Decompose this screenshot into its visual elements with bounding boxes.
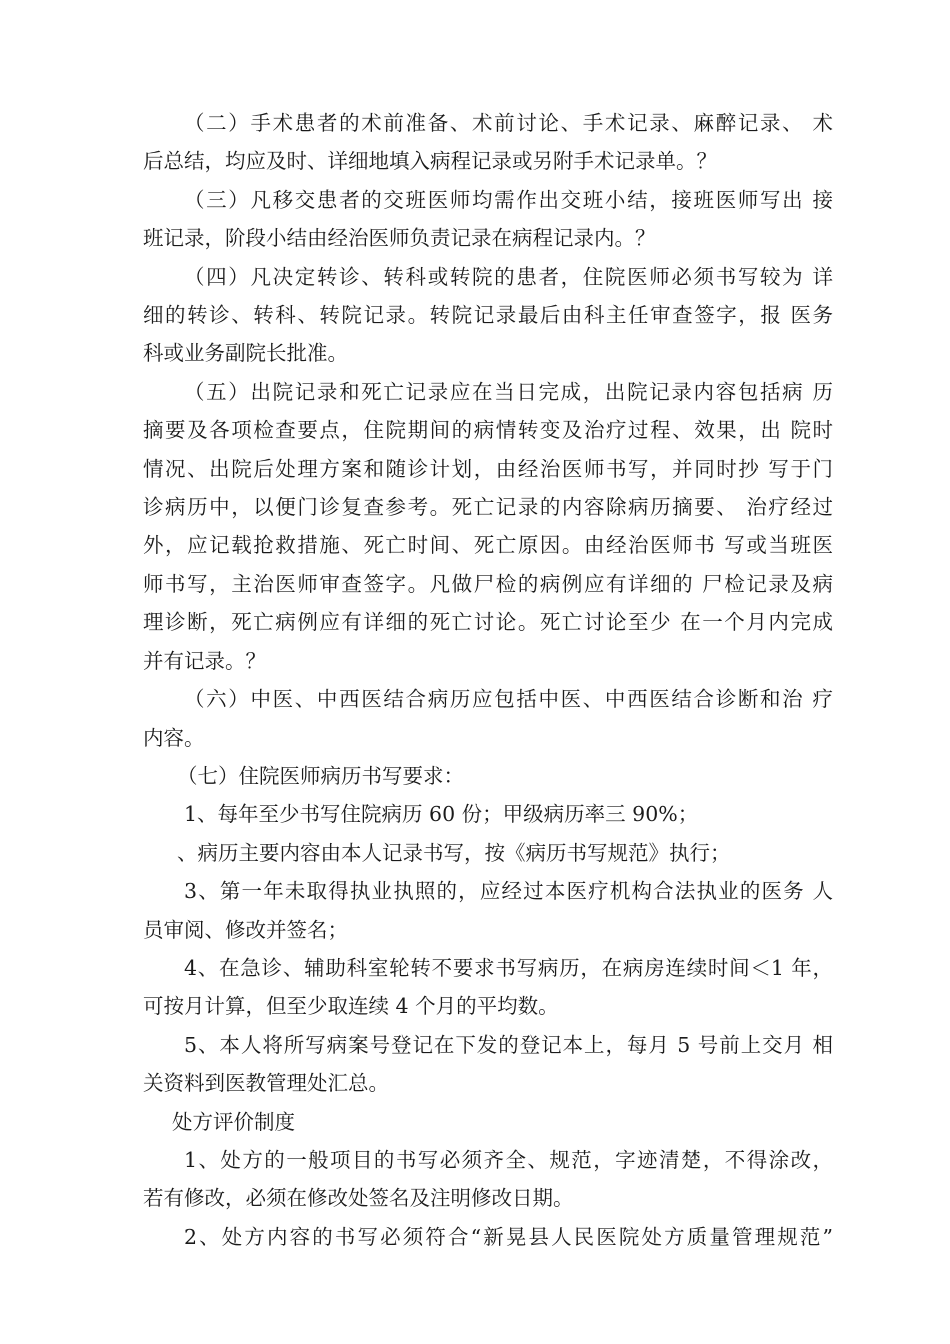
text-line: 外，应记载抢救措施、死亡时间、死亡原因。由经治医师书 写或当班医 <box>143 533 833 558</box>
text-line: 1、每年至少书写住院病历 60 份；甲级病历率三 90%； <box>184 802 699 827</box>
text-line: 5、本人将所写病案号登记在下发的登记本上，每月 5 号前上交月 相 <box>184 1032 833 1057</box>
document-body <box>143 104 833 1256</box>
text-line: （六）中医、中西医结合病历应包括中医、中西医结合诊断和治 疗 <box>184 687 833 712</box>
text-line: 可按月计算，但至少取连续 4 个月的平均数。 <box>143 994 559 1019</box>
text-line: 内容。 <box>143 725 205 750</box>
text-line: 若有修改，必须在修改处签名及注明修改日期。 <box>143 1186 574 1211</box>
text-line: 4、在急诊、辅助科室轮转不要求书写病历，在病房连续时间＜1 年， <box>184 955 833 980</box>
text-line: 并有记录。？ <box>143 648 266 673</box>
paragraph-prescription-2 <box>143 1218 833 1256</box>
text-line: 诊病历中，以便门诊复查参考。死亡记录的内容除病历摘要、 治疗经过 <box>143 495 833 520</box>
text-line: （七）住院医师病历书写要求： <box>177 763 464 788</box>
text-line: 班记录，阶段小结由经治医师负责记录在病程记录内。？ <box>143 226 656 251</box>
text-line: 、病历主要内容由本人记录书写，按《病历书写规范》执行； <box>177 840 731 865</box>
paragraph-discharge-death-records <box>143 373 833 680</box>
paragraph-surgery-records <box>143 104 833 181</box>
text-line: 后总结，均应及时、详细地填入病程记录或另附手术记录单。？ <box>143 149 717 174</box>
text-line: 理诊断，死亡病例应有详细的死亡讨论。死亡讨论至少 在一个月内完成 <box>143 610 833 635</box>
paragraph-requirement-5 <box>143 1026 833 1103</box>
text-line: 3、第一年未取得执业执照的，应经过本医疗机构合法执业的医务 人 <box>184 879 833 904</box>
text-line: 情况、出院后处理方案和随诊计划，由经治医师书写，并同时抄 写于门 <box>143 456 833 481</box>
text-line: 细的转诊、转科、转院记录。转院记录最后由科主任审查签字，报 医务 <box>143 303 833 328</box>
paragraph-transfer-records <box>143 258 833 373</box>
text-line: 科或业务副院长批准。 <box>143 341 348 366</box>
paragraph-requirement-4 <box>143 949 833 1026</box>
paragraph-resident-requirements-heading <box>143 757 833 795</box>
text-line: （四）凡决定转诊、转科或转院的患者，住院医师必须书写较为 详 <box>184 264 833 289</box>
text-line: 摘要及各项检查要点，住院期间的病情转变及治疗过程、效果，出 院时 <box>143 418 833 443</box>
paragraph-tcm-records <box>143 680 833 757</box>
text-line: （五）出院记录和死亡记录应在当日完成，出院记录内容包括病 历 <box>184 379 833 404</box>
paragraph-prescription-1 <box>143 1141 833 1218</box>
text-line: 2、处方内容的书写必须符合“新晃县人民医院处方质量管理规范” <box>184 1224 833 1249</box>
section-title: 处方评价制度 <box>172 1109 295 1134</box>
paragraph-handover-records <box>143 181 833 258</box>
text-line: 关资料到医教管理处汇总。 <box>143 1071 389 1096</box>
paragraph-requirement-3 <box>143 872 833 949</box>
paragraph-requirement-1 <box>143 795 833 833</box>
text-line: （三）凡移交患者的交班医师均需作出交班小结，接班医师写出 接 <box>184 187 833 212</box>
text-line: 员审阅、修改并签名； <box>143 917 348 942</box>
text-line: 师书写，主治医师审查签字。凡做尸检的病例应有详细的 尸检记录及病 <box>143 571 833 596</box>
text-line: 1、处方的一般项目的书写必须齐全、规范，字迹清楚，不得涂改， <box>184 1147 833 1172</box>
paragraph-requirement-2 <box>143 834 833 872</box>
text-line: （二）手术患者的术前准备、术前讨论、手术记录、麻醉记录、 术 <box>184 111 833 135</box>
section-heading-prescription-evaluation <box>143 1103 833 1141</box>
